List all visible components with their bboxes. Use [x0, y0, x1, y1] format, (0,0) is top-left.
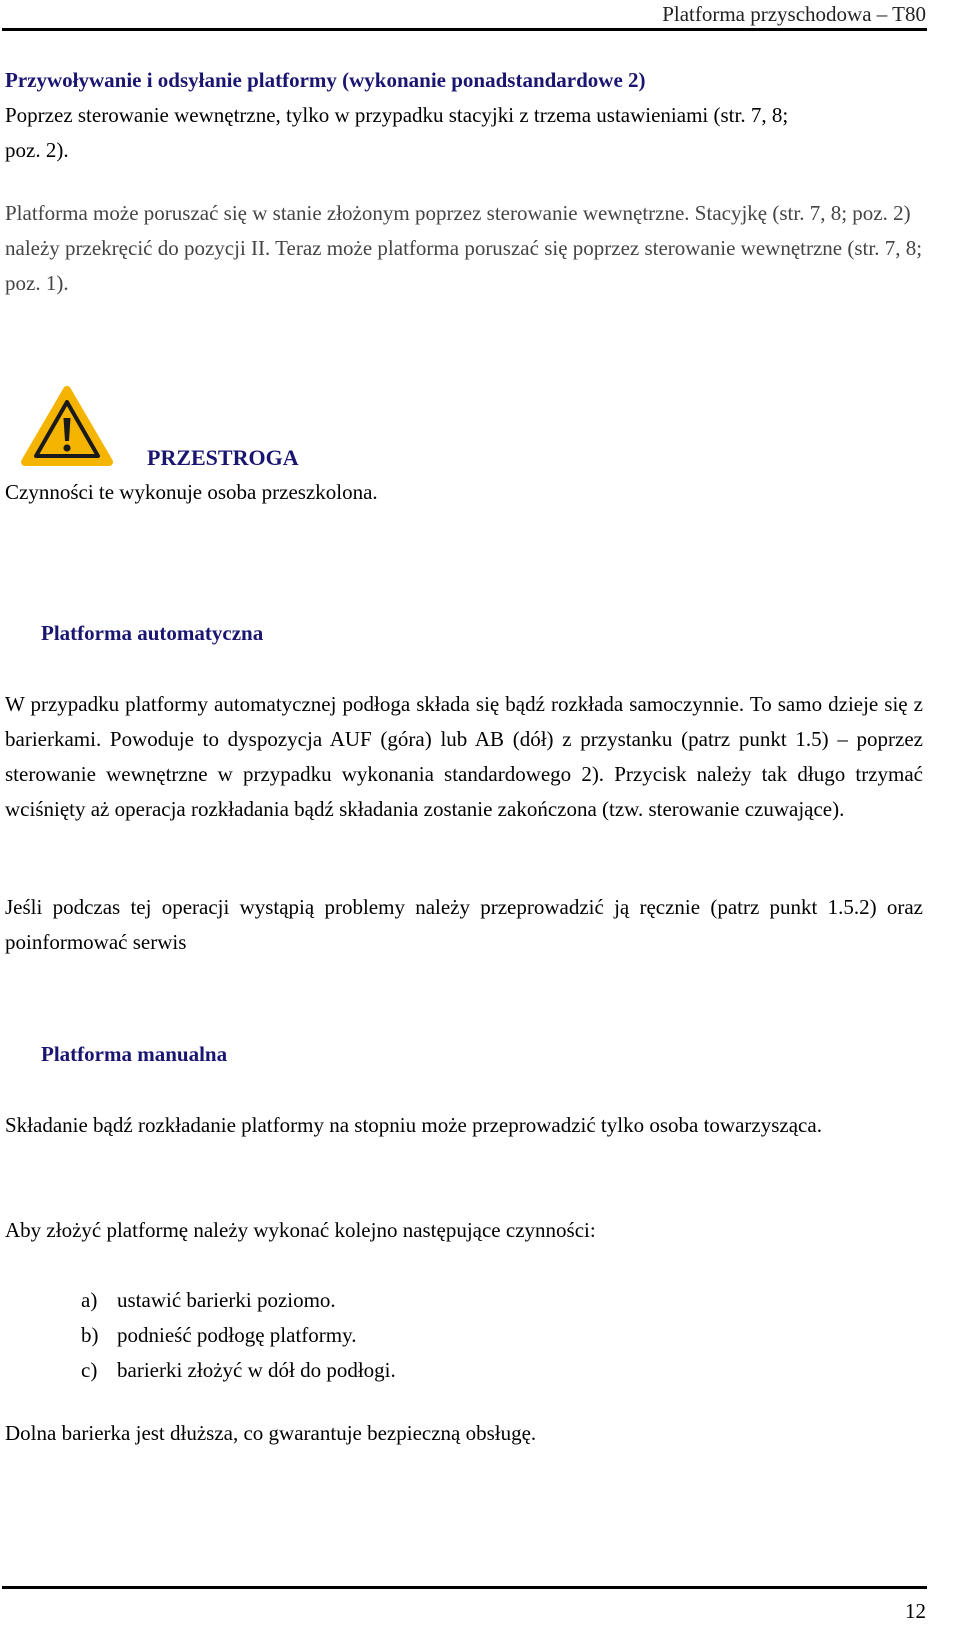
list-item-text: podnieść podłogę platformy. [117, 1323, 357, 1347]
section-heading-call: Przywoływanie i odsyłanie platformy (wykonanie ponadstandardowe 2) [5, 68, 646, 92]
warning-triangle-icon [20, 384, 114, 468]
footer-divider [2, 1586, 927, 1589]
list-item-text: barierki złożyć w dół do podłogi. [117, 1358, 396, 1382]
list-item-text: ustawić barierki poziomo. [117, 1288, 336, 1312]
list-item-letter: b) [81, 1323, 99, 1347]
header-divider [2, 28, 927, 31]
manual-closing-paragraph: Dolna barierka jest dłuższa, co gwarantuje bezpieczną obsługę. [5, 1421, 537, 1445]
manual-paragraph-2: Aby złożyć platformę należy wykonać kolejno następujące czynności: [5, 1218, 596, 1242]
automatic-paragraph-1: W przypadku platformy automatycznej podłoga składa się bądź rozkłada samoczynnie. To samo dzieje się z barierkami. Powoduje to dyspozycja AUF (góra) lub AB (dół) z przystanku (patrz punkt 1.5) – poprzez sterowanie wewnętrzne w przypadku wykonania standardowego 2). Przycisk należy tak długo trzymać wciśnięty aż operacja rozkładania bądź składania zostanie zakończona (tzw. sterowanie czuwające). [5, 692, 923, 821]
page-number: 12 [905, 1599, 926, 1623]
section-heading-automatic: Platforma automatyczna [41, 621, 264, 645]
section-heading-manual: Platforma manualna [41, 1042, 228, 1066]
warning-title: PRZESTROGA [147, 445, 299, 470]
list-item [81, 1318, 357, 1353]
list-item-letter: a) [81, 1288, 98, 1312]
list-item [81, 1353, 396, 1388]
list-item [81, 1283, 336, 1318]
warning-text: Czynności te wykonuje osoba przeszkolona. [5, 480, 378, 504]
call-paragraph-line2: poz. 2). [5, 138, 69, 162]
call-paragraph-2: Platforma może poruszać się w stanie złożonym poprzez sterowanie wewnętrzne. Stacyjkę (str. 7, 8; poz. 2) należy przekręcić do pozycji II. Teraz może platforma poruszać się poprzez sterowanie wewnętrzne (str. 7, 8; poz. 1). [5, 201, 923, 295]
manual-paragraph-1: Składanie bądź rozkładanie platformy na stopniu może przeprowadzić tylko osoba towarzysząca. [5, 1113, 822, 1137]
automatic-paragraph-2: Jeśli podczas tej operacji wystąpią problemy należy przeprowadzić ją ręcznie (patrz punkt 1.5.2) oraz poinformować serwis [5, 895, 923, 954]
list-item-letter: c) [81, 1358, 98, 1382]
page-header-title: Platforma przyschodowa – T80 [662, 2, 926, 26]
call-paragraph-line1: Poprzez sterowanie wewnętrzne, tylko w przypadku stacyjki z trzema ustawieniami (str. 7, 8; [5, 103, 789, 127]
